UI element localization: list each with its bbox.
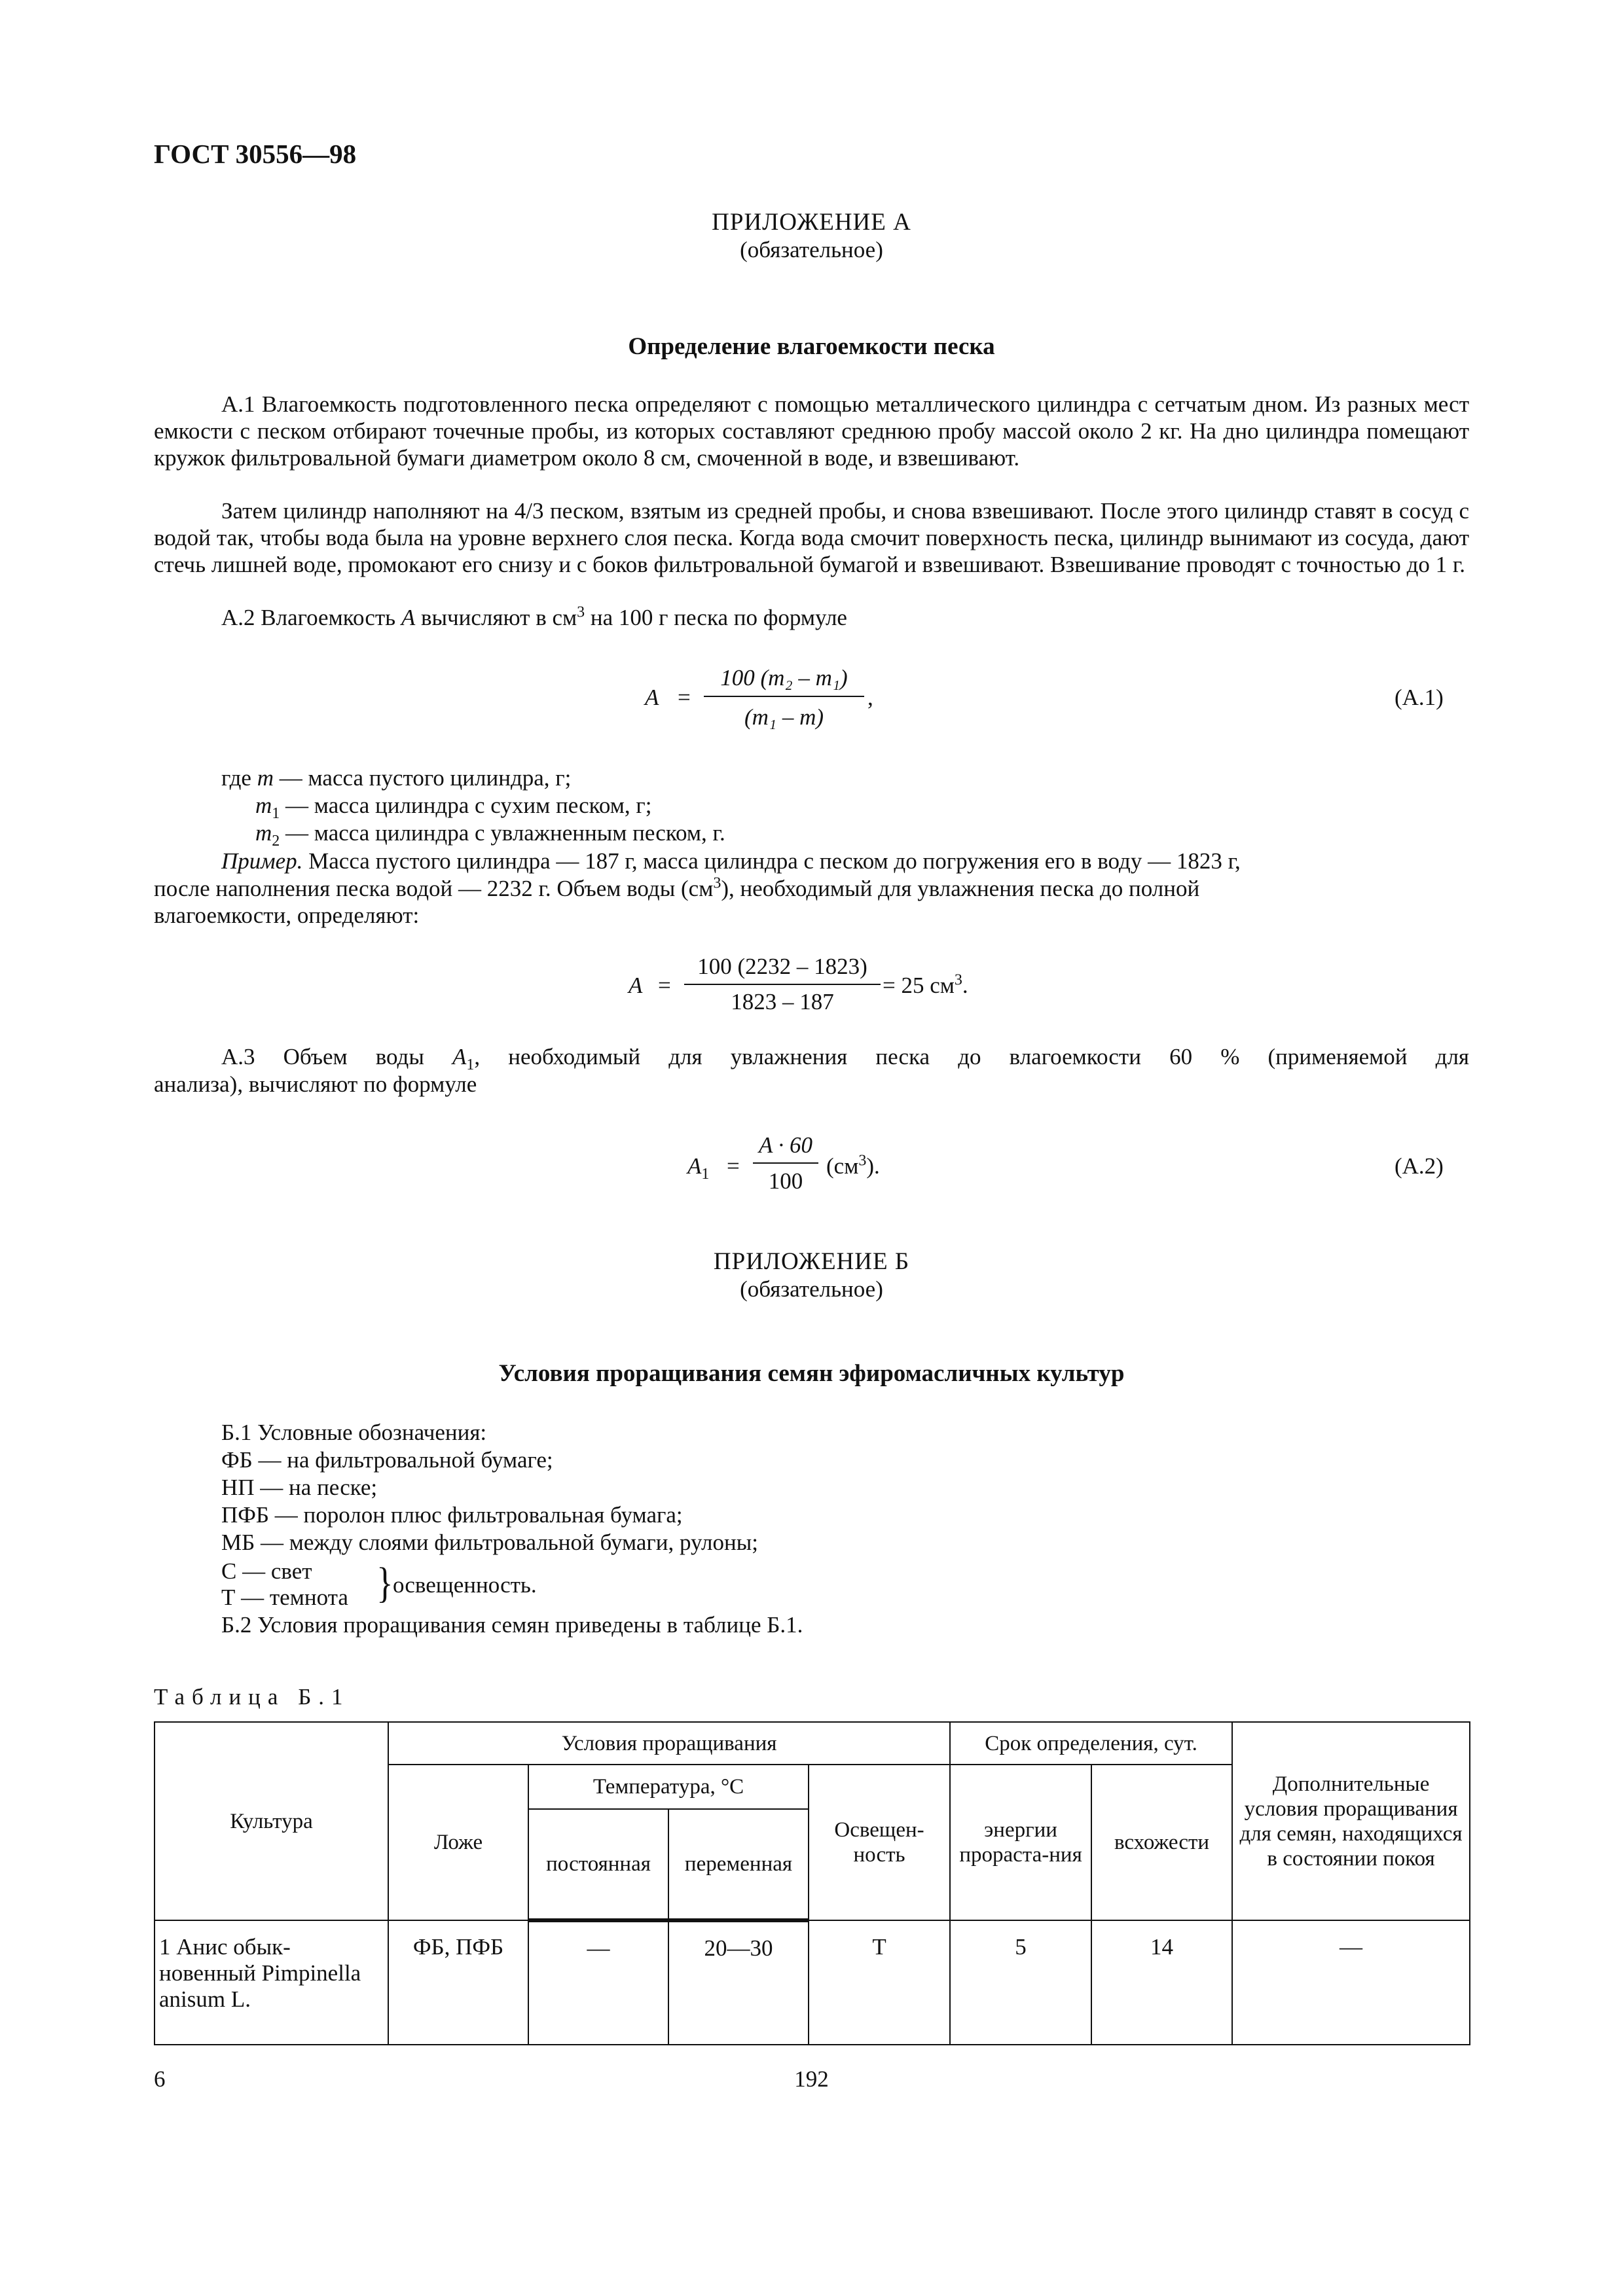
table-caption: Таблица Б.1 <box>154 1684 350 1710</box>
where-sub-1: 1 <box>272 805 280 822</box>
appendix-a-title: ПРИЛОЖЕНИЕ А <box>712 209 911 236</box>
formula-a1-denominator: (m₁ – m) <box>744 704 824 730</box>
germination-table <box>154 1721 1470 2045</box>
formula-a2-lhs-var: A <box>687 1153 702 1179</box>
formula-a2-lhs <box>687 1153 710 1183</box>
header-germination: всхожести <box>1091 1765 1232 1920</box>
cell-variable: 20—30 <box>668 1920 809 2045</box>
header-energy: энергии прораста-ния <box>950 1765 1091 1920</box>
abbr-item: ФБ — на фильтровальной бумаге; <box>221 1447 553 1473</box>
a3-var: A <box>452 1044 467 1069</box>
formula-a2-denominator: 100 <box>768 1168 803 1194</box>
formula-a2-lhs-sub: 1 <box>701 1166 710 1183</box>
where-pre: где <box>221 765 257 791</box>
formula-a1-numerator: 100 (m₂ – m₁) <box>720 665 848 691</box>
abbr-light-label: освещенность. <box>393 1572 537 1598</box>
abbr-item: НП — на песке; <box>221 1475 378 1500</box>
formula-a2-numerator: A · 60 <box>759 1132 812 1158</box>
example-text-2-post: ), необходимый для увлажнения песка до полной <box>721 876 1200 901</box>
where-var-m1: m <box>255 793 272 818</box>
abbr-dark: Т — темнота <box>221 1585 348 1610</box>
paragraph-a1-continued: Затем цилиндр наполняют на 4/3 песком, взятым из средней пробы, и снова взвешивают. После этого цилиндр ставят в сосуд с водой так, чтобы вода была на уровне верхнего слоя песка. Когда вода смочит поверхность песка, цилиндр вынимают из сосуда, дают стечь лишней воде, промокают его снизу и с боков фильтровальной бумагой и взвешивают. Взвешивание проводят с точностью до 1 г. <box>154 498 1469 577</box>
example-sup: 3 <box>713 874 721 892</box>
a2-mid: вычисляют в см <box>415 605 577 630</box>
formula-a1-fraction-bar <box>704 696 864 697</box>
header-constant: постоянная <box>528 1809 668 1920</box>
where-var-m2: m <box>255 820 272 846</box>
abbr-item: МБ — между слоями фильтровальной бумаги, рулоны; <box>221 1530 758 1555</box>
appendix-b-heading: Условия проращивания семян эфиромасличных культур <box>498 1360 1125 1387</box>
formula-example-result-text: = 25 см <box>883 973 955 998</box>
formula-a1-tail: , <box>867 685 873 710</box>
header-light: Освещен-ность <box>809 1765 950 1920</box>
cell-culture: 1 Анис обык-новенный Pimpinella anisum L. <box>155 1920 388 2045</box>
cell-light: Т <box>809 1920 950 2045</box>
formula-example-result-sup: 3 <box>954 971 962 989</box>
cell-additional: — <box>1232 1920 1470 2045</box>
a3-pre: А.3 Объем воды <box>221 1044 452 1069</box>
where-var-m: m <box>257 765 274 791</box>
where-text-3: — масса цилиндра с увлажненным песком, г. <box>280 820 725 846</box>
abbr-light: С — свет <box>221 1558 312 1584</box>
formula-example-numerator: 100 (2232 – 1823) <box>697 954 867 979</box>
where-text-1: — масса пустого цилиндра, г; <box>274 765 572 791</box>
appendix-a-status: (обязательное) <box>740 237 883 262</box>
appendix-b-title: ПРИЛОЖЕНИЕ Б <box>713 1248 910 1275</box>
cell-constant: — <box>528 1920 668 2045</box>
example-label: Пример. <box>221 848 303 874</box>
formula-a1-eq: = <box>678 685 691 710</box>
formula-example-denominator: 1823 – 187 <box>731 989 834 1014</box>
header-temperature: Температура, °С <box>528 1765 809 1809</box>
brace-symbol: } <box>376 1559 393 1607</box>
paragraph-a3-line-2: анализа), вычисляют по формуле <box>154 1071 477 1097</box>
paragraph-a1: А.1 Влагоемкость подготовленного песка определяют с помощью металлического цилиндра с сетчатым дном. Из разных мест емкости с песком отбирают точечные пробы, из которых составляют среднюю пробу массой около 2 кг. На дно цилиндра помещают кружок фильтровальной бумаги диаметром около 8 см, смоченной в воде, и взвешивают. <box>154 391 1469 471</box>
appendix-a-heading: Определение влагоемкости песка <box>628 333 995 360</box>
document-code: ГОСТ 30556—98 <box>154 139 357 169</box>
b2-text: Б.2 Условия проращивания семян приведены в таблице Б.1. <box>221 1612 803 1638</box>
example-line-1 <box>221 848 1241 874</box>
appendix-a-header <box>0 208 1623 263</box>
a2-var: A <box>401 605 416 630</box>
header-conditions: Условия проращивания <box>388 1722 950 1765</box>
cell-germination: 14 <box>1091 1920 1232 2045</box>
example-text-2-pre: после наполнения песка водой — 2232 г. Объем воды (см <box>154 876 714 901</box>
example-text-1: Масса пустого цилиндра — 187 г, масса цилиндра с песком до погружения его в воду — 1823 г, <box>302 848 1241 874</box>
where-text-2: — масса цилиндра с сухим песком, г; <box>280 793 652 818</box>
formula-a2-fraction-bar <box>753 1162 818 1164</box>
abbr-item: ПФБ — поролон плюс фильтровальная бумага; <box>221 1502 683 1528</box>
page-number-center: 192 <box>794 2066 829 2092</box>
formula-a1-lhs: A <box>645 685 659 710</box>
formula-a2-number: (А.2) <box>1395 1153 1444 1179</box>
table-row <box>155 1920 1470 2045</box>
where-line-1 <box>221 764 571 791</box>
formula-example-fraction-bar <box>684 984 881 985</box>
header-additional: Дополнительные условия проращивания для семян, находящихся в состоянии покоя <box>1232 1722 1470 1920</box>
header-bed: Ложе <box>388 1765 528 1920</box>
paragraph-a3-line-1 <box>221 1043 1470 1073</box>
formula-a1-number: (А.1) <box>1395 685 1444 710</box>
paragraph-a2 <box>221 604 847 631</box>
a2-pre: А.2 Влагоемкость <box>221 605 401 630</box>
b1-title: Б.1 Условные обозначения: <box>221 1420 487 1445</box>
formula-example-lhs: A <box>629 973 643 998</box>
example-line-2 <box>154 875 1199 902</box>
formula-a2-tail-end: ). <box>866 1153 880 1179</box>
where-sub-2: 2 <box>272 833 280 850</box>
a2-post: на 100 г песка по формуле <box>585 605 847 630</box>
example-line-3: влагоемкости, определяют: <box>154 903 420 928</box>
header-term: Срок определения, сут. <box>950 1722 1232 1765</box>
formula-example-result <box>883 972 968 999</box>
header-culture: Культура <box>155 1722 388 1920</box>
appendix-b-status: (обязательное) <box>740 1276 883 1302</box>
cell-energy: 5 <box>950 1920 1091 2045</box>
where-line-3 <box>255 819 725 850</box>
formula-a2-tail-text: (см <box>826 1153 859 1179</box>
formula-a2-tail-sup: 3 <box>858 1152 867 1170</box>
a3-post: , необходимый для увлажнения песка до влагоемкости 60 % (применяемой для <box>474 1044 1470 1069</box>
a2-sup: 3 <box>577 603 585 621</box>
cell-bed: ФБ, ПФБ <box>388 1920 528 2045</box>
appendix-b-header <box>0 1247 1623 1302</box>
formula-example-eq: = <box>658 973 671 998</box>
where-line-2 <box>255 792 652 822</box>
formula-a2-eq: = <box>727 1153 740 1179</box>
page-number-left: 6 <box>154 2066 166 2092</box>
a3-sub: 1 <box>466 1056 475 1073</box>
formula-a2-tail <box>826 1153 880 1179</box>
header-variable: переменная <box>668 1809 809 1920</box>
formula-example-result-tail: . <box>962 973 968 998</box>
